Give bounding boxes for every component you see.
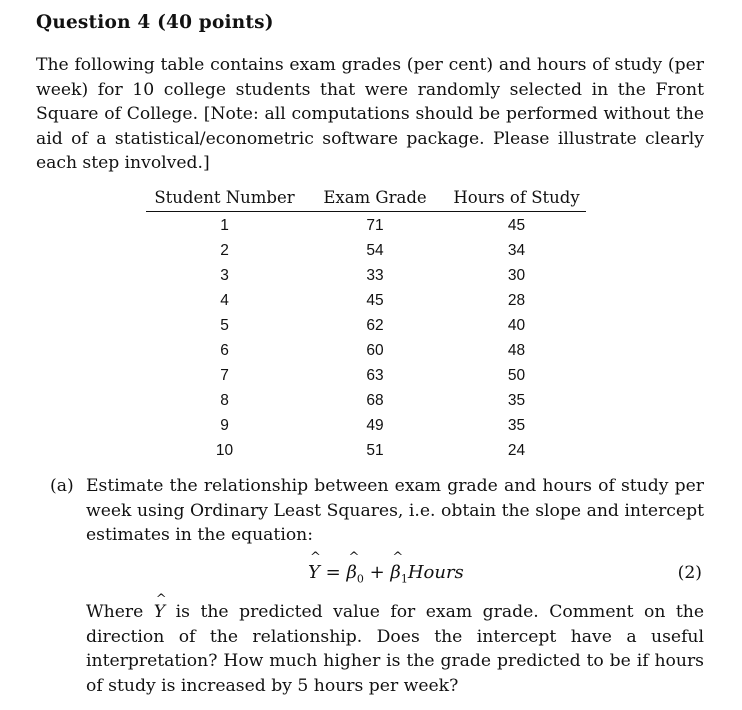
- cell-student-number: 9: [220, 416, 229, 434]
- where-prefix: Where: [86, 602, 144, 622]
- cell-student-number: 2: [220, 241, 229, 259]
- cell-student-number: 10: [215, 441, 234, 459]
- table-row: [146, 238, 586, 263]
- table-row: [146, 388, 586, 413]
- cell-student-number: 8: [220, 391, 229, 409]
- cell-exam-grade: 63: [366, 366, 384, 384]
- cell-exam-grade: 33: [366, 266, 384, 284]
- plus-sign: +: [369, 562, 385, 583]
- equals-sign: =: [325, 562, 341, 583]
- y-hat-inline: ^ Y: [154, 600, 165, 625]
- cell-hours-of-study: 24: [507, 441, 526, 459]
- y-hat: ^ Y: [308, 562, 320, 583]
- header-hours-of-study: Hours of Study: [447, 184, 586, 212]
- cell-hours-of-study: 50: [507, 366, 526, 384]
- cell-exam-grade: 68: [366, 391, 384, 409]
- cell-hours-of-study: 34: [507, 241, 526, 259]
- question-heading: Question 4 (40 points): [36, 12, 274, 33]
- cell-exam-grade: 62: [366, 316, 384, 334]
- header-student-number: Student Number: [146, 184, 303, 212]
- table-row: [146, 313, 586, 338]
- hours-variable: Hours: [407, 562, 464, 583]
- beta-1-subscript: 1: [400, 572, 408, 586]
- question-intro: The following table contains exam grades (per cent) and hours of study (per week) for 10 college students that were randomly selected in the Front Square of College. [Note: all computations should be performed without the aid of a statistical/econometric software package. Please illustrate clearly each step involved.]: [36, 55, 704, 174]
- cell-student-number: 7: [220, 366, 229, 384]
- cell-exam-grade: 49: [366, 416, 384, 434]
- cell-hours-of-study: 30: [507, 266, 526, 284]
- cell-exam-grade: 71: [366, 216, 384, 234]
- cell-exam-grade: 45: [366, 291, 384, 309]
- table-row: [146, 212, 586, 239]
- cell-hours-of-study: 48: [507, 341, 526, 359]
- part-a-text: Estimate the relationship between exam grade and hours of study per week using Ordinary Least Squares, i.e. obtain the slope and intercept estimates in the equation:: [86, 476, 704, 546]
- table-row: [146, 263, 586, 288]
- cell-hours-of-study: 35: [507, 416, 526, 434]
- equation-number: (2): [677, 563, 702, 583]
- cell-student-number: 4: [220, 291, 229, 309]
- regression-equation: [0, 560, 742, 590]
- cell-student-number: 3: [220, 266, 229, 284]
- cell-student-number: 5: [220, 316, 229, 334]
- table-row: [146, 288, 586, 313]
- beta-0-subscript: 0: [356, 572, 364, 586]
- part-a-label: (a): [50, 476, 74, 496]
- cell-student-number: 1: [220, 216, 229, 234]
- cell-hours-of-study: 28: [507, 291, 526, 309]
- cell-hours-of-study: 40: [507, 316, 526, 334]
- table-row: [146, 438, 586, 463]
- equation-text: [308, 562, 464, 586]
- cell-hours-of-study: 45: [507, 216, 526, 234]
- table-row: [146, 338, 586, 363]
- table-row: [146, 363, 586, 388]
- header-exam-grade: Exam Grade: [303, 184, 447, 212]
- cell-student-number: 6: [220, 341, 229, 359]
- table-row: [146, 413, 586, 438]
- cell-hours-of-study: 35: [507, 391, 526, 409]
- cell-exam-grade: 60: [366, 341, 384, 359]
- cell-exam-grade: 51: [366, 441, 384, 459]
- part-a-followup: [86, 600, 704, 698]
- table-header-row: [146, 184, 586, 212]
- where-text: is the predicted value for exam grade. Comment on the direction of the relationship. Does the intercept have a useful interpretation? How much higher is the grade predicted to be if hours of study is increased by 5 hours per week?: [86, 602, 705, 696]
- beta-hat-1: ^ β: [390, 562, 400, 583]
- cell-exam-grade: 54: [366, 241, 384, 259]
- data-table: [146, 184, 586, 463]
- beta-hat-0: ^ β: [346, 562, 356, 583]
